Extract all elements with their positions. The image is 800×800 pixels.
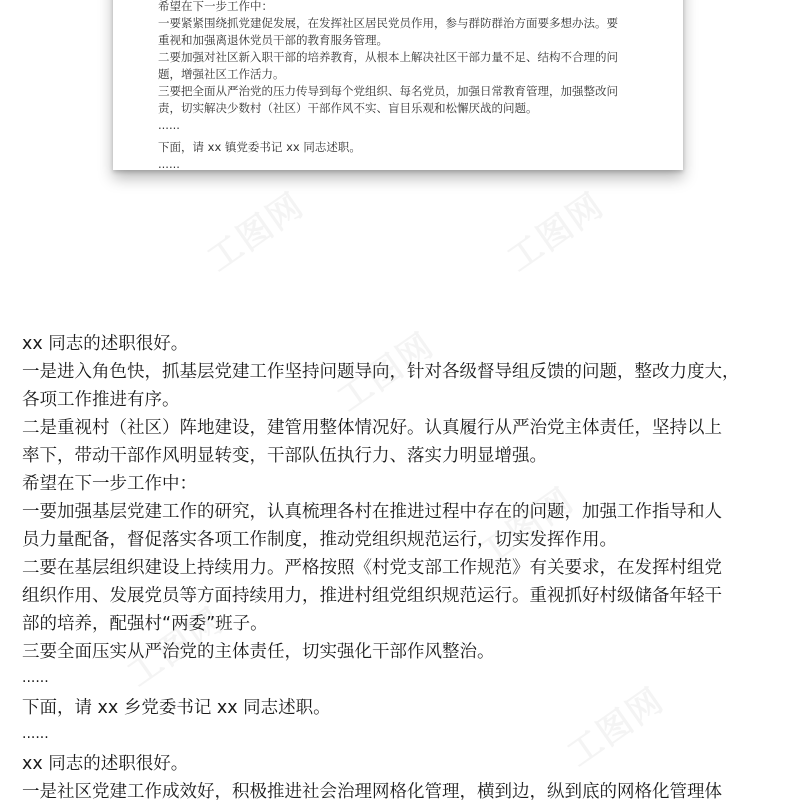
watermark: [196, 178, 313, 280]
card-line: ......: [158, 157, 180, 171]
text-line: xx 同志的述职很好。: [22, 334, 189, 354]
watermark: [496, 178, 613, 280]
text-line: 三要全面压实从严治党的主体责任，切实强化干部作风整治。: [22, 642, 495, 662]
card-line: 题，增强社区工作活力。: [158, 67, 285, 81]
card-line: ......: [158, 118, 180, 132]
card-line: 重视和加强离退休党员干部的教育服务管理。: [158, 33, 388, 47]
card-line: 下面，请 xx 镇党委书记 xx 同志述职。: [158, 140, 361, 154]
text-line: 二是重视村（社区）阵地建设，建管用整体情况好。认真履行从严治党主体责任，坚持以上: [22, 418, 722, 438]
document-preview-card: [113, 0, 683, 170]
text-line: 一是进入角色快，抓基层党建工作坚持问题导向，针对各级督导组反馈的问题，整改力度大，: [22, 362, 740, 382]
card-line: 三要把全面从严治党的压力传导到每个党组织、每名党员，加强日常教育管理，加强整改问: [158, 84, 618, 98]
text-line: 各项工作推进有序。: [22, 390, 180, 410]
text-line: 组织作用、发展党员等方面持续用力，推进村组党组织规范运行。重视抓好村级储备年轻干: [22, 586, 722, 606]
text-line: 员力量配备，督促落实各项工作制度，推动党组织规范运行，切实发挥作用。: [22, 530, 617, 550]
card-line: 二要加强对社区新入职干部的培养教育，从根本上解决社区干部力量不足、结构不合理的问: [158, 50, 618, 64]
text-line: ......: [22, 726, 49, 742]
card-line: 责，切实解决少数村（社区）干部作风不实、盲目乐观和松懈厌战的问题。: [158, 101, 538, 115]
text-line: 率下，带动干部作风明显转变，干部队伍执行力、落实力明显增强。: [22, 446, 547, 466]
text-line: 希望在下一步工作中：: [22, 474, 197, 494]
text-line: xx 同志的述职很好。: [22, 754, 189, 774]
text-line: 部的培养，配强村“两委”班子。: [22, 614, 268, 634]
card-line: 希望在下一步工作中：: [158, 0, 273, 13]
text-line: ......: [22, 670, 49, 686]
main-text: [22, 330, 792, 800]
text-line: 二要在基层组织建设上持续用力。严格按照《村党支部工作规范》有关要求，在发挥村组党: [22, 558, 722, 578]
card-line: 一要紧紧围绕抓党建促发展，在发挥社区居民党员作用，参与群防群治方面要多想办法。要: [158, 16, 618, 30]
text-line: 一是社区党建工作成效好，积极推进社会治理网格化管理，横到边，纵到底的网格化管理体: [22, 782, 722, 800]
document-preview-text: [158, 0, 658, 173]
text-line: 一要加强基层党建工作的研究，认真梳理各村在推进过程中存在的问题，加强工作指导和人: [22, 502, 722, 522]
text-line: 下面，请 xx 乡党委书记 xx 同志述职。: [22, 698, 331, 718]
